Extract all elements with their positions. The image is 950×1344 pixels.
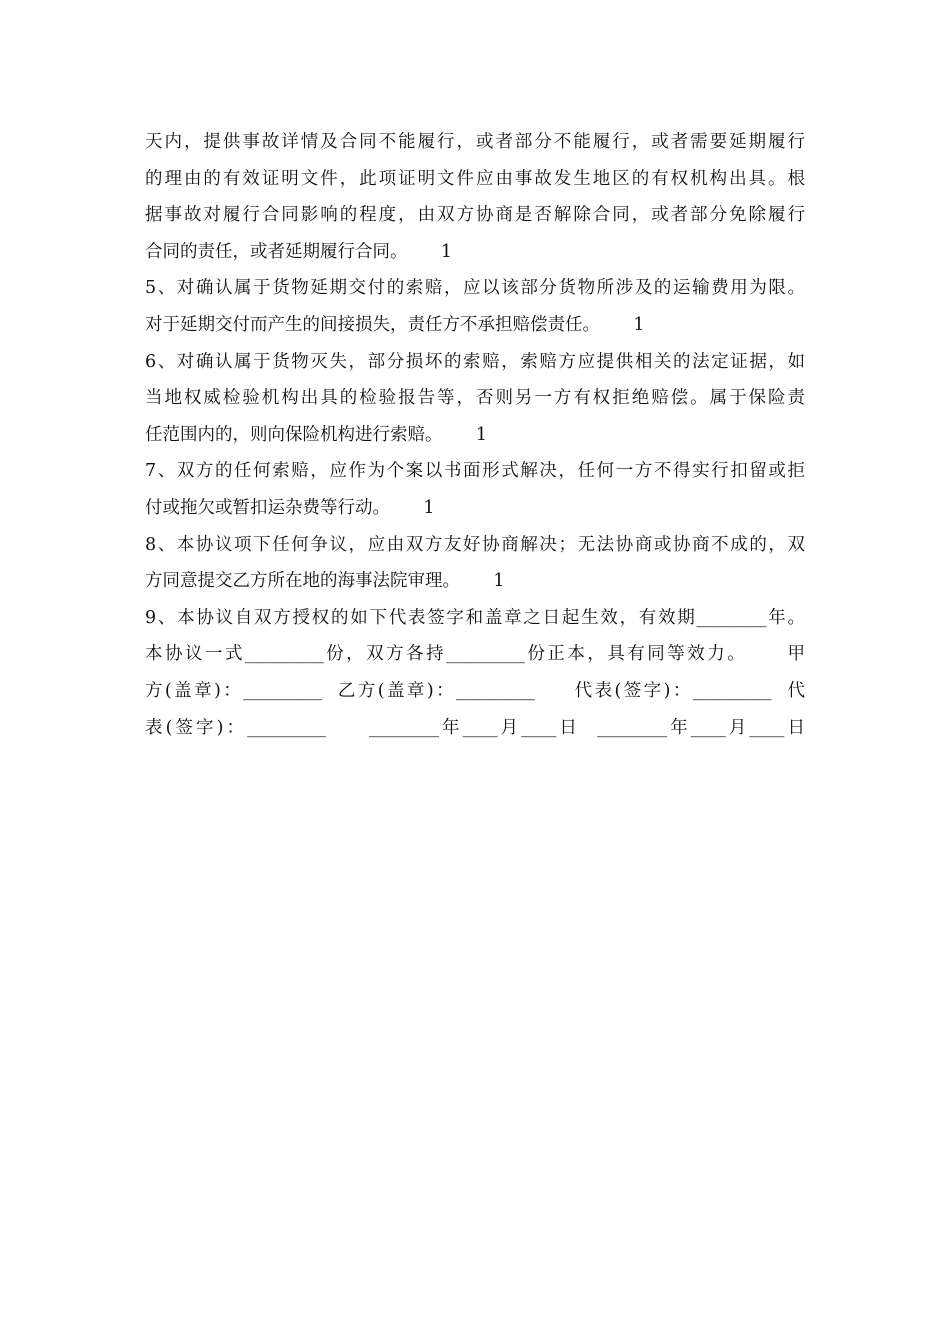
text-line: 合同的责任，或者延期履行合同。 1: [145, 241, 453, 262]
clause-9-line: 本协议一式_________份，双方各持_________份正本，具有同等效力。 甲: [145, 644, 805, 665]
clause-5-line: 5、对确认属于货物延期交付的索赔，应以该部分货物所涉及的运输费用为限。: [145, 278, 805, 299]
contract-text: [145, 124, 805, 746]
clause-9-line: 9、本协议自双方授权的如下代表签字和盖章之日起生效，有效期________年。: [145, 607, 805, 628]
date-line: 表(签字)：_________ ________年____月____日 ________年____月____日: [145, 717, 805, 738]
text-line: 据事故对履行合同影响的程度，由双方协商是否解除合同，或者部分免除履行: [145, 205, 805, 226]
clause-6-line: 任范围内的，则向保险机构进行索赔。 1: [145, 424, 488, 445]
clause-7-line: 7、双方的任何索赔，应作为个案以书面形式解决，任何一方不得实行扣留或拒: [145, 461, 805, 482]
text-line: 天内，提供事故详情及合同不能履行，或者部分不能履行，或者需要延期履行: [145, 132, 805, 152]
signature-line: 方(盖章)：_________ 乙方(盖章)：_________ 代表(签字)：_________ 代: [145, 680, 805, 701]
clause-7-line: 付或拖欠或暂扣运杂费等行动。 1: [145, 497, 435, 518]
clause-5-line: 对于延期交付而产生的间接损失，责任方不承担赔偿责任。 1: [145, 314, 645, 335]
text-line: 的理由的有效证明文件，此项证明文件应由事故发生地区的有权机构出具。根: [145, 168, 805, 189]
clause-8-line: 方同意提交乙方所在地的海事法院审理。 1: [145, 571, 505, 592]
clause-8-line: 8、本协议项下任何争议，应由双方友好协商解决；无法协商或协商不成的，双: [145, 534, 805, 555]
clause-6-line: 当地权威检验机构出具的检验报告等，否则另一方有权拒绝赔偿。属于保险责: [145, 388, 805, 409]
clause-6-line: 6、对确认属于货物灭失，部分损坏的索赔，索赔方应提供相关的法定证据，如: [145, 351, 805, 372]
